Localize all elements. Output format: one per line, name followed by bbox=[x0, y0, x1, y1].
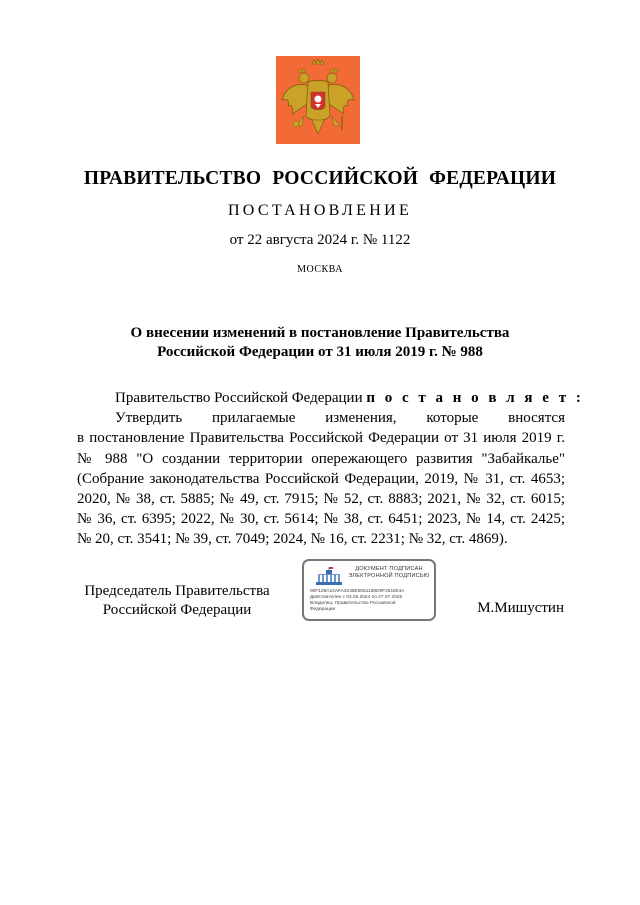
document-city: МОСКВА bbox=[297, 264, 343, 275]
owner-line: Федерации bbox=[310, 607, 336, 612]
body-paragraph bbox=[77, 408, 565, 549]
coat-of-arms-emblem bbox=[276, 56, 360, 144]
document-subject bbox=[80, 324, 560, 362]
position-line: Председатель Правительства bbox=[84, 583, 270, 599]
stamp-title bbox=[342, 566, 436, 580]
document-type: ПОСТАНОВЛЕНИЕ bbox=[227, 202, 413, 219]
decree-word: п о с т а н о в л я е т : bbox=[366, 390, 584, 406]
document-date-number: от 22 августа 2024 г. № 1122 bbox=[229, 232, 411, 248]
document-body bbox=[77, 388, 584, 550]
certificate-serial: 00F128A24AFA4248E5051186D9F261604A bbox=[310, 589, 405, 594]
stamp-details bbox=[310, 589, 434, 613]
subject-line: О внесении изменений в постановление Правительства bbox=[130, 325, 510, 341]
stamp-title-line: ДОКУМЕНТ ПОДПИСАН bbox=[355, 566, 423, 572]
body-line: (Собрание законодательства Российской Федерации, 2019, № 31, ст. 4653; bbox=[77, 470, 565, 487]
government-title: ПРАВИТЕЛЬСТВО РОССИЙСКОЙ ФЕДЕРАЦИИ bbox=[83, 168, 557, 189]
electronic-signature-stamp bbox=[302, 559, 436, 621]
validity-period: Действителен с 03.05.2024 по 27.07.2025 bbox=[310, 595, 403, 600]
government-building-icon bbox=[314, 567, 344, 587]
body-line: в постановление Правительства Российской Федерации от 31 июля 2019 г. bbox=[77, 430, 565, 447]
signatory-name: М.Мишустин bbox=[477, 600, 564, 616]
decree-intro bbox=[77, 388, 584, 408]
subject-line: Российской Федерации от 31 июля 2019 г. № 988 bbox=[157, 344, 483, 360]
body-line: № 988 "О создании территории опережающего развития "Забайкалье" bbox=[77, 450, 565, 467]
stamp-title-line: ЭЛЕКТРОННОЙ ПОДПИСЬЮ bbox=[348, 573, 430, 579]
owner-line: Владелец: Правительство Российской bbox=[310, 601, 396, 606]
body-line: № 20, ст. 3541; № 39, ст. 7049; 2024, № 16, ст. 2231; № 32, ст. 4869). bbox=[77, 531, 508, 548]
position-line: Российской Федерации bbox=[102, 602, 252, 618]
intro-prefix: Правительство Российской Федерации bbox=[115, 390, 363, 406]
body-line: Утвердить прилагаемые изменения, которые вносятся bbox=[115, 410, 565, 427]
russian-coat-of-arms-icon bbox=[276, 56, 360, 144]
signatory-position bbox=[77, 582, 277, 620]
body-line: № 36, ст. 6395; 2022, № 30, ст. 5614; № 38, ст. 6451; 2023, № 14, ст. 2425; bbox=[77, 511, 565, 528]
body-line: 2020, № 38, ст. 5885; № 49, ст. 7915; № 52, ст. 8883; 2021, № 32, ст. 6015; bbox=[77, 491, 565, 508]
